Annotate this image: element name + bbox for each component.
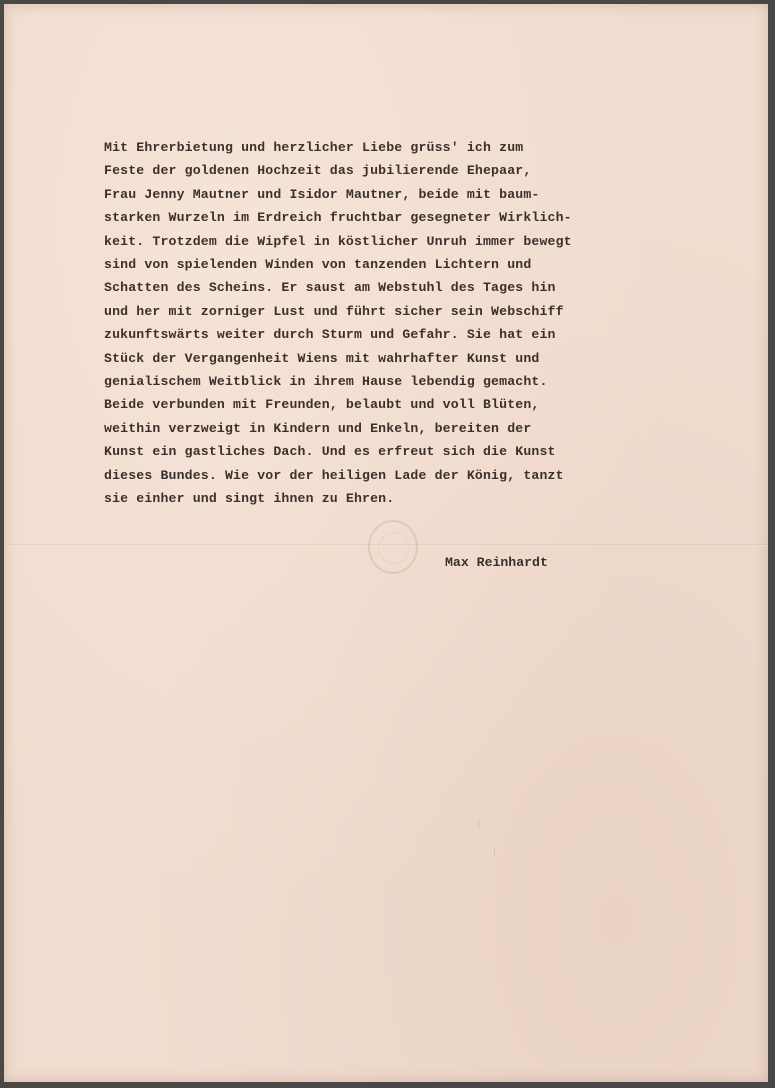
letter-line: weithin verzweigt in Kindern und Enkeln, bereiten der [104,420,532,436]
paper-smudge [478,819,485,829]
letter-line: sind von spielenden Winden von tanzenden Lichtern und [104,257,532,273]
letter-line: sie einher und singt ihnen zu Ehren. [104,491,395,507]
letter-line: Frau Jenny Mautner und Isidor Mautner, beide mit baum- [104,186,540,202]
letter-page [4,4,768,1082]
letter-line: Stück der Vergangenheit Wiens mit wahrhafter Kunst und [104,350,540,366]
letter-line: und her mit zorniger Lust und führt sicher sein Webschiff [104,303,564,319]
letter-line: zukunftswärts weiter durch Sturm und Gefahr. Sie hat ein [104,327,556,343]
letter-line: Schatten des Scheins. Er saust am Webstuhl des Tages hin [104,280,556,296]
letter-line: Kunst ein gastliches Dach. Und es erfreut sich die Kunst [104,444,556,460]
paper-smudge [494,846,501,856]
letter-line: genialischem Weitblick in ihrem Hause lebendig gemacht. [104,374,548,390]
faint-stamp-mark [368,520,418,574]
letter-line: dieses Bundes. Wie vor der heiligen Lade der König, tanzt [104,467,564,483]
letter-line: Feste der goldenen Hochzeit das jubilierende Ehepaar, [104,163,532,179]
letter-body [104,136,704,511]
letter-line: keit. Trotzdem die Wipfel in köstlicher Unruh immer bewegt [104,233,572,249]
faint-stamp-inner [378,532,410,564]
letter-line: Mit Ehrerbietung und herzlicher Liebe grüss' ich zum [104,140,524,155]
letter-line: Beide verbunden mit Freunden, belaubt und voll Blüten, [104,397,540,413]
signature: Max Reinhardt [445,555,548,570]
letter-line: starken Wurzeln im Erdreich fruchtbar gesegneter Wirklich- [104,210,572,226]
